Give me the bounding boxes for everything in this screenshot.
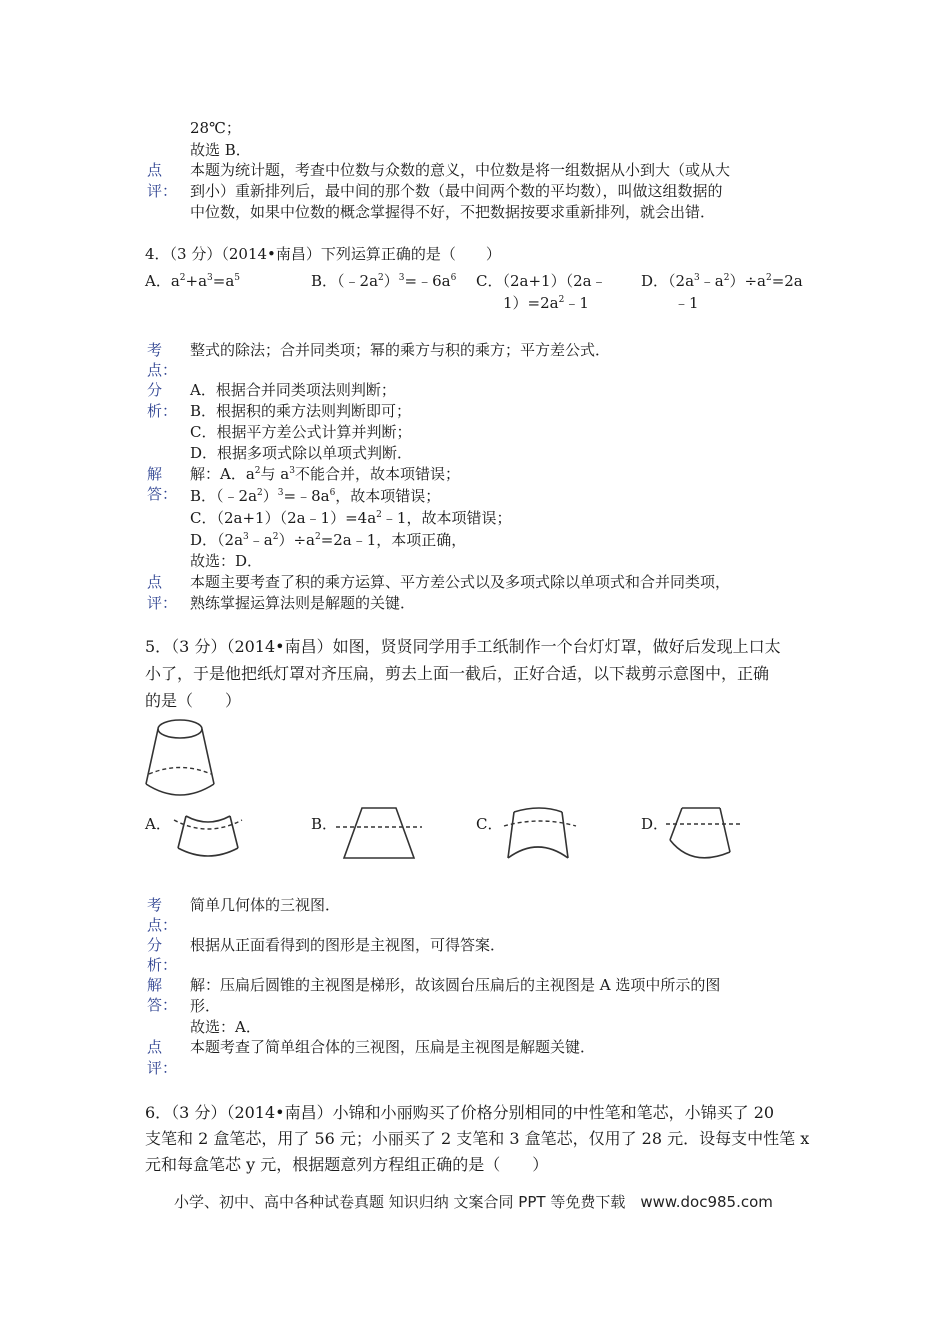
q5-answer: 故选：A．	[190, 1018, 261, 1036]
q4-option-d-line2: ﹣1	[674, 294, 699, 312]
page-footer: 小学、初中、高中各种试卷真题 知识归纳 文案合同 PPT 等免费下载 www.doc985.com	[174, 1193, 773, 1211]
q4-fenxi-d: D．根据多项式除以单项式判断．	[190, 444, 413, 462]
q5-option-d-label: D．	[641, 815, 669, 833]
prev-line-1: 28℃；	[190, 119, 241, 137]
q5-fenxi-label-1: 分	[147, 936, 163, 954]
q5-option-b-label: B．	[311, 815, 338, 833]
q4-jieda-b: B．$(﹣2a^2)^3=﹣8a^6$，故本项错误；	[190, 487, 441, 505]
q4-option-a: A．$a^2+a^3=a^5$	[145, 272, 241, 290]
q5-option-a-label: A．	[145, 815, 171, 833]
q5-kaodian-label-1: 考	[147, 896, 163, 914]
q5-kaodian: 简单几何体的三视图．	[190, 896, 341, 914]
q6-stem-2: 支笔和 2 盒笔芯，用了 56 元；小丽买了 2 支笔和 3 盒笔芯，仅用了 28 元．设每支中性笔 x	[145, 1129, 810, 1148]
q5-comment-label-2: 评：	[147, 1059, 178, 1077]
q5-fenxi-label-2: 析：	[147, 956, 178, 974]
lampshade-figure	[140, 716, 220, 806]
q5-jieda-label-1: 解	[147, 976, 163, 994]
q4-comment-2: 熟练掌握运算法则是解题的关键．	[190, 594, 416, 612]
q5-stem-2: 小了，于是他把纸灯罩对齐压扁，剪去上面一截后，正好合适，以下裁剪示意图中，正确	[145, 664, 770, 683]
q4-jieda-label-1: 解	[147, 465, 163, 483]
prev-comment-2: 到小）重新排列后，最中间的那个数（最中间两个数的平均数），叫做这组数据的	[190, 182, 723, 200]
q5-jieda-label-2: 答：	[147, 996, 178, 1014]
q5-option-c-figure	[500, 806, 580, 868]
q5-stem-1: 5．（3 分）（2014•南昌）如图，贤贤同学用手工纸制作一个台灯灯罩，做好后发现上口太	[145, 637, 781, 656]
q4-option-c-line2: $1)=2a^2﹣1$	[503, 294, 589, 312]
q5-kaodian-label-2: 点：	[147, 916, 178, 934]
q4-kaodian: 整式的除法；合并同类项；幂的乘方与积的乘方；平方差公式．	[190, 341, 611, 359]
prev-answer: 故选 B．	[190, 141, 251, 159]
q6-stem-1: 6．（3 分）（2014•南昌）小锦和小丽购买了价格分别相同的中性笔和笔芯，小锦买了 20	[145, 1103, 775, 1122]
q4-fenxi-label-1: 分	[147, 381, 163, 399]
q4-kaodian-label-1: 考	[147, 341, 163, 359]
q4-stem: 4．（3 分）（2014•南昌）下列运算正确的是（ ）	[145, 245, 501, 263]
q5-fenxi: 根据从正面看得到的图形是主视图，可得答案．	[190, 936, 506, 954]
q4-jieda-a: 解：A．$a^2$与 $a^3$不能合并，故本项错误；	[190, 465, 460, 483]
q4-jieda-label-2: 答：	[147, 485, 178, 503]
prev-comment-label-2: 评：	[147, 182, 178, 200]
q4-option-b: B．$(﹣2a^2)^3=﹣6a^6$	[311, 272, 457, 290]
q4-jieda-c: C．$(2a+1)(2a﹣1)=4a^2﹣1$，故本项错误；	[190, 509, 512, 527]
prev-comment-1: 本题为统计题，考查中位数与众数的意义，中位数是将一组数据从小到大（或从大	[190, 161, 731, 179]
q4-comment-label-2: 评：	[147, 594, 178, 612]
q4-comment-1: 本题主要考查了积的乘方运算、平方差公式以及多项式除以单项式和合并同类项，	[190, 573, 731, 591]
q5-jieda-2: 形．	[190, 997, 221, 1015]
q6-stem-3: 元和每盒笔芯 y 元，根据题意列方程组正确的是（ ）	[145, 1155, 549, 1174]
q4-answer: 故选：D．	[190, 552, 263, 570]
q5-option-a-figure	[168, 806, 248, 868]
q5-option-d-figure	[664, 806, 744, 868]
q5-option-c-label: C．	[476, 815, 503, 833]
q5-comment: 本题考查了简单组合体的三视图，压扁是主视图是解题关键．	[190, 1038, 596, 1056]
q5-option-b-figure	[334, 806, 424, 868]
q4-fenxi-label-2: 析：	[147, 402, 178, 420]
q5-stem-3: 的是（ ）	[145, 691, 242, 710]
q4-option-d-line1: D．$(2a^3﹣a^2)\div a^2=2a$	[641, 272, 803, 290]
q5-comment-label-1: 点	[147, 1038, 163, 1056]
q4-fenxi-c: C．根据平方差公式计算并判断；	[190, 423, 412, 441]
q4-comment-label-1: 点	[147, 573, 163, 591]
q4-kaodian-label-2: 点：	[147, 361, 178, 379]
prev-comment-label-1: 点	[147, 161, 163, 179]
q5-jieda-1: 解：压扁后圆锥的主视图是梯形，故该圆台压扁后的主视图是 A 选项中所示的图	[190, 976, 721, 994]
q4-option-c-line1: C．（2a+1）（2a﹣	[476, 272, 607, 290]
q4-jieda-d: D．$(2a^3﹣a^2)\div a^2=2a﹣1$，本项正确，	[190, 531, 467, 549]
q4-fenxi-a: A．根据合并同类项法则判断；	[190, 381, 396, 399]
prev-comment-3: 中位数，如果中位数的概念掌握得不好，不把数据按要求重新排列，就会出错．	[190, 203, 716, 221]
q4-fenxi-b: B．根据积的乘方法则判断即可；	[190, 402, 412, 420]
